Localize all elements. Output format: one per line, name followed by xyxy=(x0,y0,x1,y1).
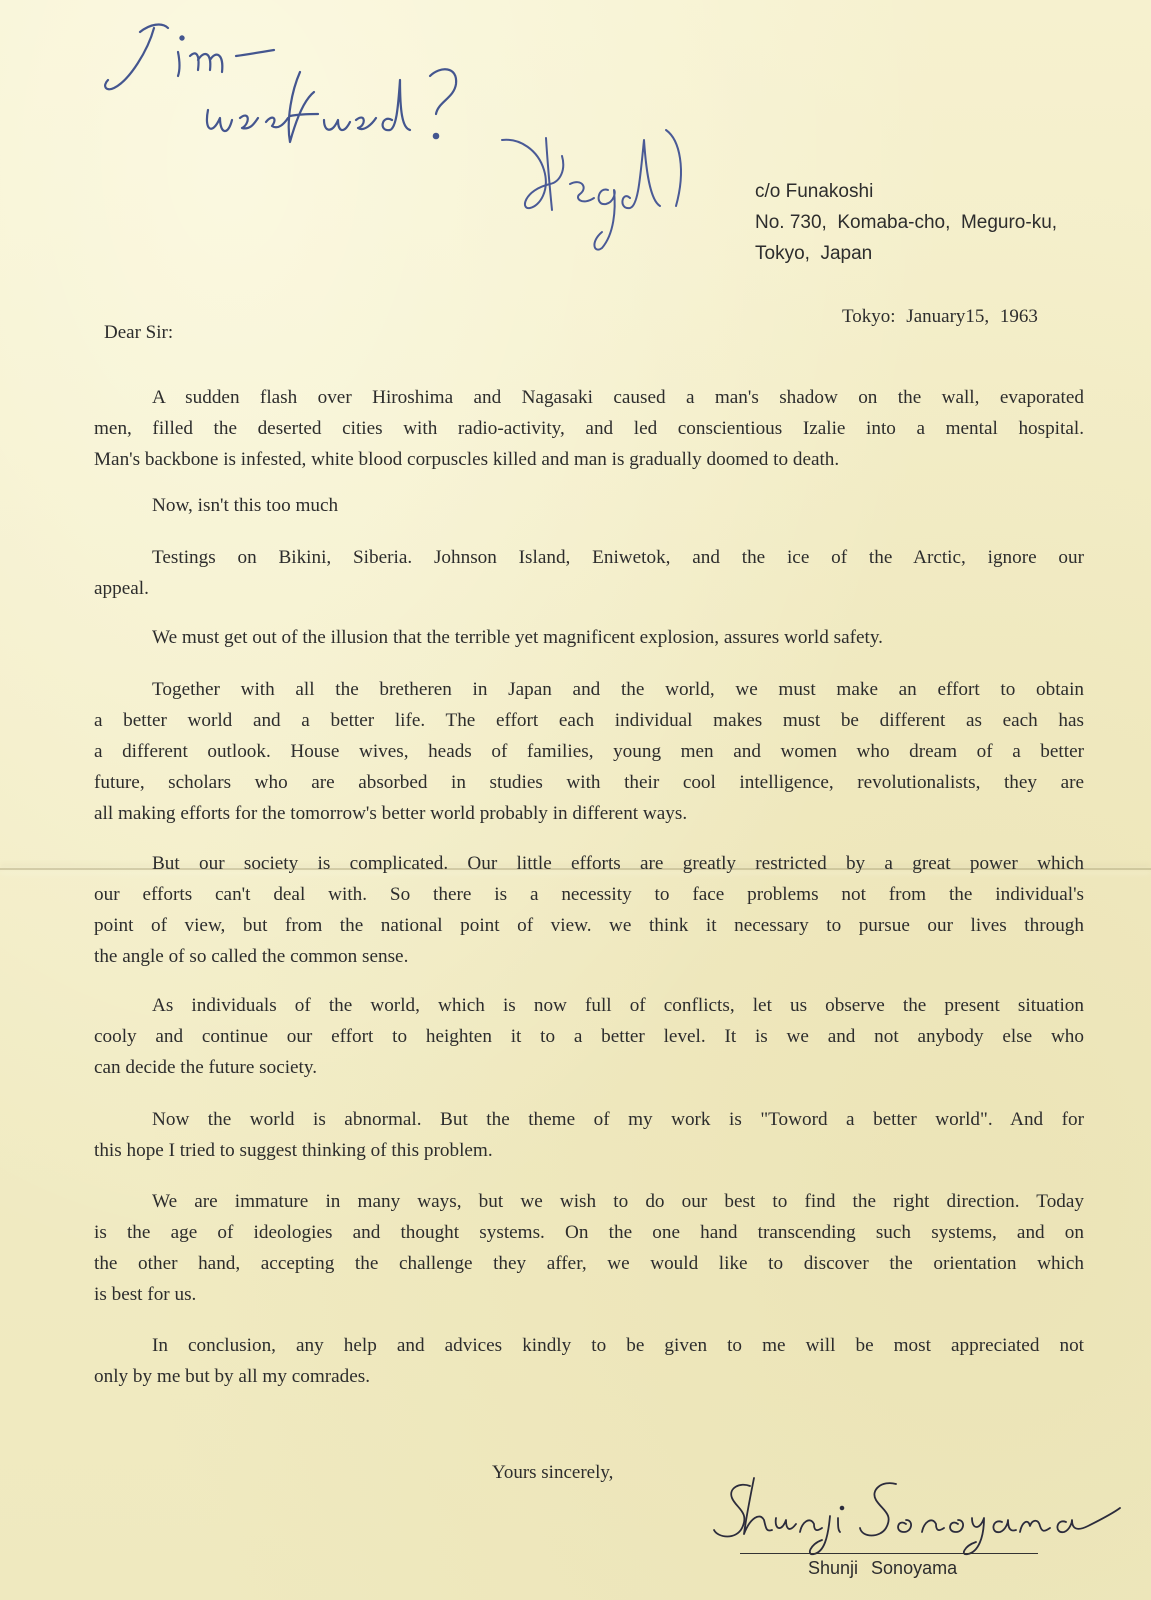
paragraph-8 xyxy=(94,1104,1084,1166)
paragraph-line: can decide the future society. xyxy=(94,1057,318,1078)
salutation: Dear Sir: xyxy=(104,322,174,343)
address-line-1: c/o Funakoshi xyxy=(755,181,874,202)
paragraph-line: only by me but by all my comrades. xyxy=(94,1366,371,1387)
paragraph-1 xyxy=(94,382,1084,475)
paragraph-6 xyxy=(94,848,1084,972)
signature-line xyxy=(740,1553,1038,1554)
paragraph-line: future, scholars who are absorbed in studies with their cool intelligence, revolutionalists, they are xyxy=(94,772,1084,793)
address-line-3: Tokyo, Japan xyxy=(755,243,873,264)
paragraph-line: As individuals of the world, which is now full of conflicts, let us observe the present situation xyxy=(152,995,1084,1016)
paragraph-line: We must get out of the illusion that the terrible yet magnificent explosion, assures world safety. xyxy=(152,627,883,648)
paragraph-line: the angle of so called the common sense. xyxy=(94,946,409,967)
handwritten-signature xyxy=(710,1468,1130,1558)
paragraph-line: men, filled the deserted cities with radio-activity, and led conscientious Izalie into a mental hospital. xyxy=(94,418,1084,439)
paragraph-line: Now, isn't this too much xyxy=(152,495,339,516)
paragraph-line: the other hand, accepting the challenge they affer, we would like to discover the orientation which xyxy=(94,1253,1084,1274)
paragraph-line: a different outlook. House wives, heads of families, young men and women who dream of a better xyxy=(94,741,1084,762)
paragraph-line: Together with all the bretheren in Japan and the world, we must make an effort to obtain xyxy=(152,679,1084,700)
address-line-2: No. 730, Komaba-cho, Meguro-ku, xyxy=(755,212,1058,233)
paragraph-line: all making efforts for the tomorrow's better world probably in different ways. xyxy=(94,803,688,824)
handwritten-initials xyxy=(490,110,720,260)
paragraph-line: is the age of ideologies and thought systems. On the one hand transcending such systems, and on xyxy=(94,1222,1084,1243)
paragraph-line: a better world and a better life. The effort each individual makes must be different as each has xyxy=(94,710,1084,731)
paragraph-line: our efforts can't deal with. So there is a necessity to face problems not from the individual's xyxy=(94,884,1084,905)
paragraph-line: is best for us. xyxy=(94,1284,197,1305)
paragraph-line: point of view, but from the national point of view. we think it necessary to pursue our lives through xyxy=(94,915,1084,936)
paragraph-line: We are immature in many ways, but we wish to do our best to find the right direction. Today xyxy=(152,1191,1084,1212)
paragraph-line: appeal. xyxy=(94,578,149,599)
paragraph-line: Testings on Bikini, Siberia. Johnson Island, Eniwetok, and the ice of the Arctic, ignore our xyxy=(152,547,1084,568)
paragraph-4 xyxy=(94,622,1084,653)
paragraph-line: cooly and continue our effort to heighten it to a better level. It is we and not anybody else who xyxy=(94,1026,1084,1047)
paragraph-line: In conclusion, any help and advices kindly to be given to me will be most appreciated not xyxy=(152,1335,1084,1356)
handwritten-note xyxy=(100,10,480,160)
typed-signer-name: Shunji Sonoyama xyxy=(808,1558,958,1578)
paragraph-5 xyxy=(94,674,1084,829)
paragraph-7 xyxy=(94,990,1084,1083)
paragraph-9 xyxy=(94,1186,1084,1310)
letter-date: Tokyo: January15, 1963 xyxy=(842,306,1038,327)
paragraph-line: Now the world is abnormal. But the theme of my work is "Toword a better world". And for xyxy=(152,1109,1084,1130)
paragraph-line: Man's backbone is infested, white blood corpuscles killed and man is gradually doomed to death. xyxy=(94,449,840,470)
paragraph-10 xyxy=(94,1330,1084,1392)
paragraph-line: But our society is complicated. Our little efforts are greatly restricted by a great power which xyxy=(152,853,1084,874)
closing: Yours sincerely, xyxy=(492,1462,614,1483)
paragraph-2 xyxy=(94,490,1084,521)
paragraph-3 xyxy=(94,542,1084,604)
sender-address xyxy=(755,176,1057,269)
paragraph-line: A sudden flash over Hiroshima and Nagasaki caused a man's shadow on the wall, evaporated xyxy=(152,387,1084,408)
paragraph-line: this hope I tried to suggest thinking of this problem. xyxy=(94,1140,493,1161)
